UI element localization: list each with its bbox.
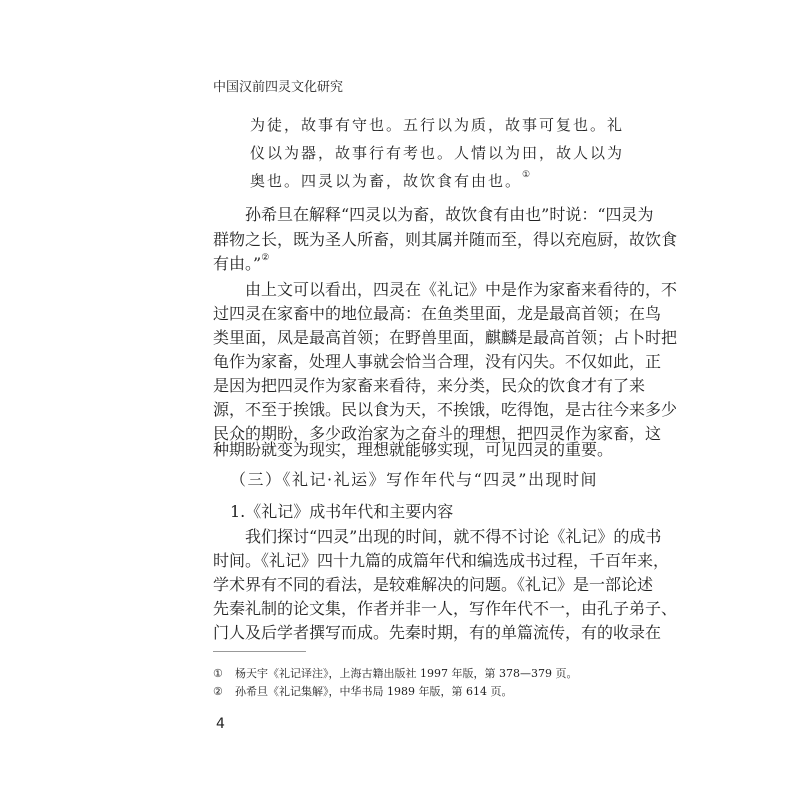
footnote-mark: ② [213, 685, 223, 698]
body-line [213, 253, 590, 275]
body-text: 有由。” [213, 254, 262, 273]
footnote [213, 683, 512, 699]
body-line: 我们探讨“四灵”出现的时间，就不得不讨论《礼记》的成书 [245, 527, 662, 546]
body-line: 时间。《礼记》四十九篇的成篇年代和编选成书过程，千百年来， [213, 551, 670, 570]
body-line: 由上文可以看出，四灵在《礼记》中是作为家畜来看待的，不 [245, 280, 678, 299]
footnote-text: 杨天宇《礼记译注》，上海古籍出版社 1997 年版，第 378—379 页。 [235, 667, 578, 680]
body-line: 是因为把四灵作为家畜来看待，来分类，民众的饮食才有了来 [213, 376, 646, 395]
footnote-ref: ② [261, 253, 270, 263]
quote-line: 为徒，故事有守也。五行以为质，故事可复也。礼 [250, 116, 625, 134]
body-line: 门人及后学者撰写而成。先秦时期，有的单篇流传，有的收录在 [213, 623, 662, 642]
footnote-mark: ① [213, 667, 223, 680]
body-line: 先秦礼制的论文集，作者并非一人，写作年代不一，由孔子弟子、 [213, 599, 678, 618]
body-line: 过四灵在家畜中的地位最高：在鱼类里面，龙是最高首领；在鸟 [213, 304, 662, 323]
body-line: 类里面，凤是最高首领；在野兽里面，麒麟是最高首领；占卜时把 [213, 328, 678, 347]
body-line: 民众的期盼，多少政治家为之奋斗的理想，把四灵作为家畜，这 [213, 424, 662, 443]
footnote-text: 孙希旦《礼记集解》，中华书局 1989 年版，第 614 页。 [235, 685, 513, 698]
quote-line: 仪以为器，故事行有考也。人情以为田，故人以为 [250, 144, 625, 162]
body-line: 孙希旦在解释“四灵以为畜，故饮食有由也”时说：“四灵为 [245, 205, 654, 224]
body-line: 龟作为家畜，处理人事就会恰当合理，没有闪失。不仅如此，正 [213, 352, 662, 371]
footnote [213, 665, 577, 681]
quote-line [250, 170, 545, 192]
subheading: 1.《礼记》成书年代和主要内容 [230, 502, 454, 521]
running-header: 中国汉前四灵文化研究 [213, 80, 344, 95]
section-heading: （三）《礼记·礼运》写作年代与“四灵”出现时间 [230, 470, 598, 489]
footnote-divider [213, 651, 306, 652]
body-line: 种期盼就变为现实，理想就能够实现，可见四灵的重要。 [213, 440, 614, 459]
body-line: 学术界有不同的看法，是较难解决的问题。《礼记》是一部论述 [213, 575, 654, 594]
page-number: 4 [216, 716, 225, 732]
body-line: 源，不至于挨饿。民以食为天，不挨饿，吃得饱，是古往今来多少 [213, 400, 678, 419]
quote-text: 奥也。四灵以为畜，故饮食有由也。 [250, 172, 523, 190]
body-line: 群物之长，既为圣人所畜，则其属并随而至，得以充庖厨，故饮食 [213, 230, 678, 249]
footnote-ref: ① [522, 170, 533, 180]
